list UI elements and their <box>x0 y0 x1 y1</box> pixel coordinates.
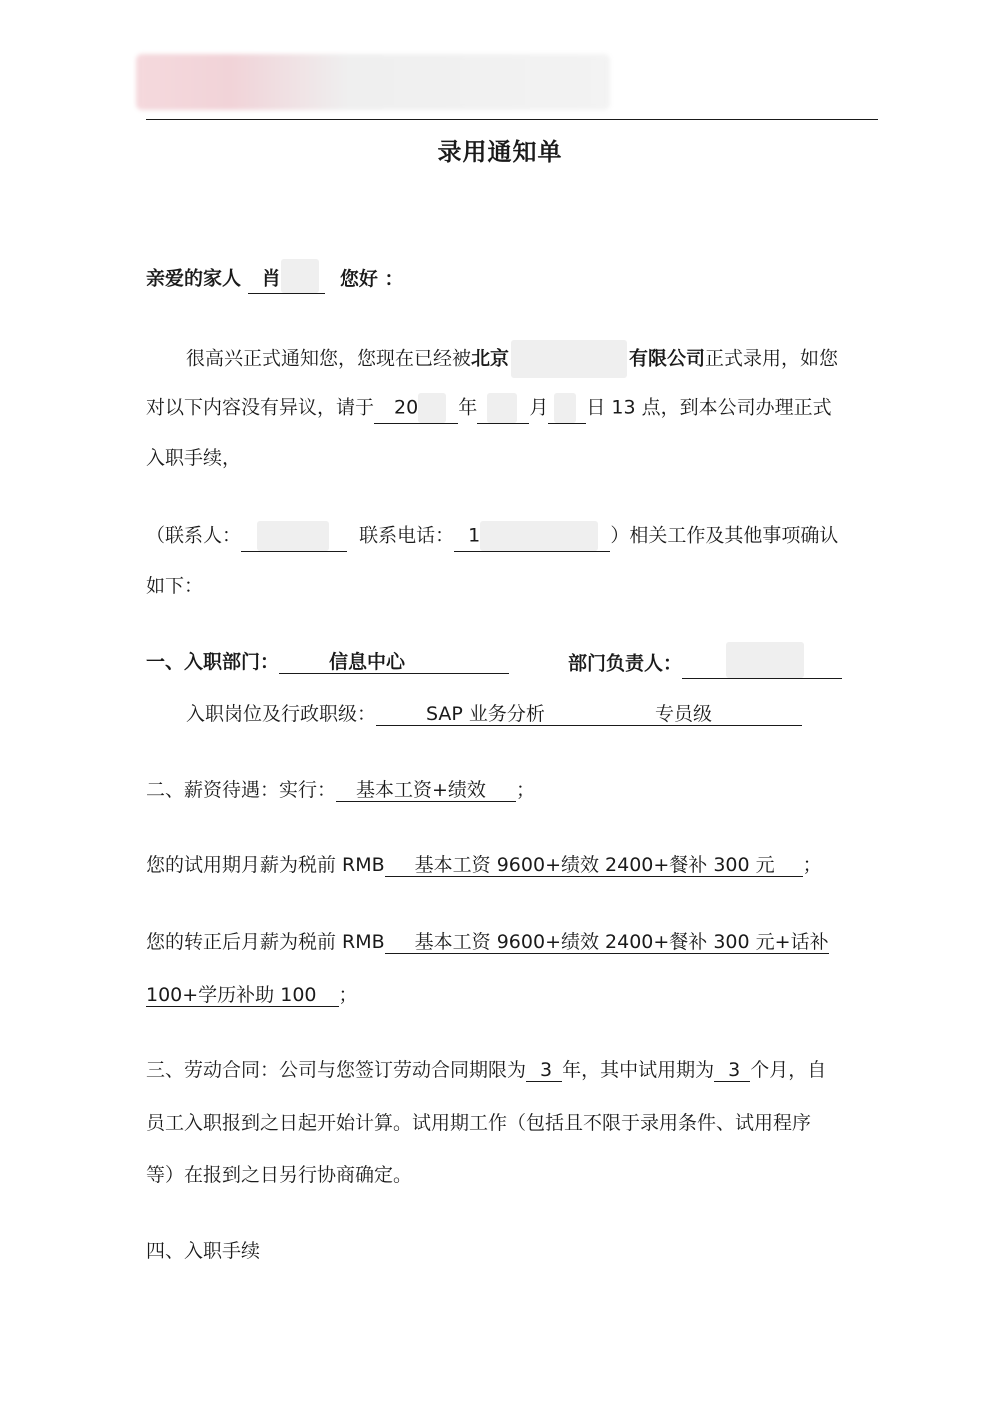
department-manager-line: 部门负责人： <box>568 650 842 679</box>
intro-line-3: 入职手续， <box>146 447 242 469</box>
probation-salary-field: 基本工资 9600+绩效 2400+餐补 300 元 <box>385 854 803 877</box>
document-title: 录用通知单 <box>437 138 563 166</box>
greeting-prefix: 亲爱的家人 <box>146 267 242 290</box>
probation-months-field: 3 <box>714 1059 750 1082</box>
salary-scheme-field: 基本工资+绩效 <box>336 779 516 802</box>
department-manager-field <box>682 650 842 679</box>
company-name-end: 有限公司 <box>629 347 706 370</box>
contact-person-field <box>241 521 347 552</box>
section-3-contract-line-2: 员工入职报到之日起开始计算。试用期工作（包括且不限于录用条件、试用程序 <box>146 1112 812 1134</box>
contact-line-1: （联系人： 联系电话： 1 ）相关工作及其他事项确认 <box>146 521 838 552</box>
greeting-suffix: 您好 ： <box>339 267 404 290</box>
start-month-field <box>477 393 529 424</box>
contact-phone-redacted <box>480 521 598 551</box>
start-year-field: 20 <box>374 393 458 424</box>
section-1-department-line: 一、入职部门： 信息中心 <box>146 650 509 674</box>
letterhead-logo-redacted <box>136 54 610 110</box>
regular-salary-line-2: 100+学历补助 100 ； <box>146 984 358 1006</box>
greeting-line <box>146 265 404 294</box>
department-manager-redacted <box>726 642 804 678</box>
section-4-heading: 四、入职手续 <box>146 1240 261 1262</box>
department-field: 信息中心 <box>279 651 509 674</box>
regular-salary-line-1: 您的转正后月薪为税前 RMB 基本工资 9600+绩效 2400+餐补 300 元+话补 <box>146 931 829 953</box>
header-divider <box>146 119 878 120</box>
regular-salary-field-cont: 100+学历补助 100 <box>146 984 339 1007</box>
position-line: 入职岗位及行政职级： SAP 业务分析 专员级 <box>186 702 802 726</box>
contact-phone-field: 1 <box>454 521 610 552</box>
section-3-contract-line-1: 三、劳动合同：公司与您签订劳动合同期限为 3 年，其中试用期为 3 个月，自 <box>146 1059 827 1081</box>
contract-years-field: 3 <box>526 1059 562 1082</box>
company-name-redacted <box>511 340 627 378</box>
position-field: SAP 业务分析 专员级 <box>376 703 802 726</box>
start-day-field <box>548 393 586 424</box>
regular-salary-field: 基本工资 9600+绩效 2400+餐补 300 元+话补 <box>385 931 829 954</box>
start-year-redacted <box>418 393 446 423</box>
intro-line-2: 对以下内容没有异议，请于 20 年 月 日 13 点，到本公司办理正式 <box>146 393 832 424</box>
company-name-start: 北京 <box>471 347 510 370</box>
probation-salary-line: 您的试用期月薪为税前 RMB 基本工资 9600+绩效 2400+餐补 300 元 ； <box>146 854 822 876</box>
intro-line-1: 很高兴正式通知您，您现在已经被北京 有限公司正式录用，如您 <box>186 340 838 378</box>
recipient-name-redacted <box>281 259 319 293</box>
contact-person-redacted <box>257 521 329 551</box>
contact-line-2: 如下： <box>146 575 204 597</box>
section-3-contract-line-3: 等）在报到之日另行协商确定。 <box>146 1164 413 1186</box>
section-2-salary-scheme: 二、薪资待遇：实行： 基本工资+绩效 ； <box>146 779 535 801</box>
recipient-name-field: 肖 <box>248 265 326 294</box>
